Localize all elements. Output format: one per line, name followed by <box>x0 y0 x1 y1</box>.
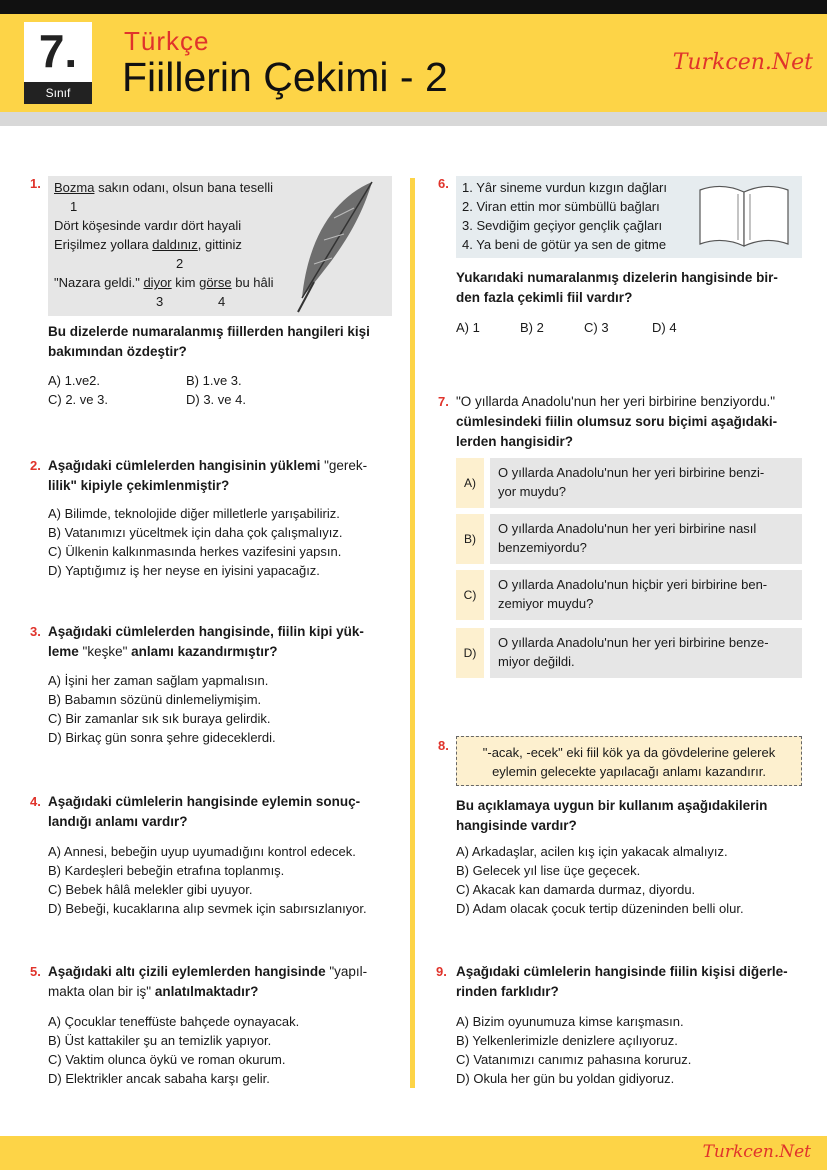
q8-option-d[interactable]: D) Adam olacak çocuk tertip düzeninden belli olur. <box>456 901 744 916</box>
q8-stem: Bu açıklamaya uygun bir kullanım aşağıdakilerin hangisinde vardır? <box>456 798 768 833</box>
q3-options <box>48 671 276 747</box>
q5-option-b[interactable]: B) Üst kattakiler şu an temizlik yapıyor. <box>48 1033 272 1048</box>
q5-stem: Aşağıdaki altı çizili eylemlerden hangisinde "yapıl- makta olan bir iş" anlatılmaktadır? <box>48 964 368 999</box>
q4-options <box>48 842 367 918</box>
q1-poem-box <box>48 176 392 316</box>
q4-option-c[interactable]: C) Bebek hâlâ melekler gibi uyuyor. <box>48 882 253 897</box>
option-key: A) <box>456 458 484 508</box>
header-grey-strip <box>0 112 827 126</box>
q2-option-c[interactable]: C) Ülkenin kalkınmasında herkes vazifesini yapsın. <box>48 544 342 559</box>
subject-title: Türkçe <box>124 26 210 56</box>
q9-option-b[interactable]: B) Yelkenlerimizle denizlere açılıyoruz. <box>456 1033 678 1048</box>
top-black-bar <box>0 0 827 14</box>
poem-line: Erişilmez yollara daldınız, gittiniz <box>54 237 242 252</box>
poem-line: 3. Sevdiğim geçiyor gençlik çağları <box>462 218 663 233</box>
q6-stem: Yukarıdaki numaralanmış dizelerin hangisinde bir- den fazla çekimli fiil vardır? <box>456 270 778 305</box>
question-number: 4. <box>30 794 41 809</box>
poem-marker: 4 <box>218 294 226 309</box>
q1-option-b[interactable]: B) 1.ve 3. <box>186 373 242 388</box>
q7-stem: "O yıllarda Anadolu'nun her yeri birbirine benziyordu." cümlesindeki fiilin olumsuz soru biçimi aşağıdaki- lerden hangisidir? <box>456 394 778 449</box>
question-number: 9. <box>436 964 447 979</box>
q9-options <box>456 1012 691 1088</box>
q8-option-b[interactable]: B) Gelecek yıl lise üçe geçecek. <box>456 863 641 878</box>
grade-label: Sınıf <box>24 82 92 104</box>
q1-option-a[interactable]: A) 1.ve2. <box>48 373 101 388</box>
grade-badge <box>24 22 92 104</box>
page-footer <box>0 1136 827 1170</box>
q1-option-d[interactable]: D) 3. ve 4. <box>186 392 246 407</box>
footer-brand-logo: Turkcen.Net <box>702 1142 811 1162</box>
q6-option-b[interactable]: B) 2 <box>520 320 544 335</box>
q8-info-box: "-acak, -ecek" eki fiil kök ya da gövdelerine gelerek eylemin gelecekte yapılacağı anlamı kazandırır. <box>456 736 802 786</box>
q8-option-c[interactable]: C) Akacak kan damarda durmaz, diyordu. <box>456 882 696 897</box>
q1-option-c[interactable]: C) 2. ve 3. <box>48 392 108 407</box>
q8-option-a[interactable]: A) Arkadaşlar, acilen kış için yakacak almalıyız. <box>456 844 728 859</box>
column-divider <box>410 178 415 1088</box>
q6-option-a[interactable]: A) 1 <box>456 320 480 335</box>
brand-name: Turkcen <box>672 50 765 75</box>
q9-option-d[interactable]: D) Okula her gün bu yoldan gidiyoruz. <box>456 1071 675 1086</box>
q6-poem-box <box>456 176 802 258</box>
poem-line: Bozma sakın odanı, olsun bana teselli <box>54 180 273 195</box>
q3-option-d[interactable]: D) Birkaç gün sonra şehre gideceklerdi. <box>48 730 276 745</box>
page-title: Fiillerin Çekimi - 2 <box>122 54 448 100</box>
q3-option-a[interactable]: A) İşini her zaman sağlam yapmalısın. <box>48 673 269 688</box>
q2-option-a[interactable]: A) Bilimde, teknolojide diğer milletlerle yarışabiliriz. <box>48 506 340 521</box>
q4-option-b[interactable]: B) Kardeşleri bebeğin etrafına toplanmış. <box>48 863 285 878</box>
poem-line: 2. Viran ettin mor sümbüllü bağları <box>462 199 660 214</box>
q2-stem: Aşağıdaki cümlelerden hangisinin yüklemi "gerek- lilik" kipiyle çekimlenmiştir? <box>48 458 368 493</box>
question-number: 7. <box>438 394 449 409</box>
q2-option-d[interactable]: D) Yaptığımız iş her neyse en iyisini yapacağız. <box>48 563 320 578</box>
brand-suffix: .Net <box>764 50 813 75</box>
option-text: O yıllarda Anadolu'nun her yeri birbirine benzi- yor muydu? <box>490 458 802 508</box>
poem-line: 4. Ya beni de götür ya sen de gitme <box>462 237 667 252</box>
poem-marker: 2 <box>176 256 184 271</box>
option-text: O yıllarda Anadolu'nun her yeri birbirine nasıl benzemiyordu? <box>490 514 802 564</box>
q6-option-d[interactable]: D) 4 <box>652 320 677 335</box>
q3-stem: Aşağıdaki cümlelerden hangisinde, fiilin kipi yük- leme "keşke" anlamı kazandırmıştır? <box>48 624 364 659</box>
q9-option-c[interactable]: C) Vatanımızı canımız pahasına koruruz. <box>456 1052 692 1067</box>
book-icon <box>696 180 792 252</box>
q4-option-a[interactable]: A) Annesi, bebeğin uyup uyumadığını kontrol edecek. <box>48 844 356 859</box>
feather-icon <box>294 178 378 314</box>
poem-marker: 1 <box>70 199 78 214</box>
question-number: 2. <box>30 458 41 473</box>
poem-marker: 3 <box>156 294 164 309</box>
poem-line: 1. Yâr sineme vurdun kızgın dağları <box>462 180 667 195</box>
q3-option-c[interactable]: C) Bir zamanlar sık sık buraya gelirdik. <box>48 711 271 726</box>
q4-option-d[interactable]: D) Bebeği, kucaklarına alıp sevmek için sabırsızlanıyor. <box>48 901 367 916</box>
question-number: 1. <box>30 176 41 191</box>
question-number: 3. <box>30 624 41 639</box>
q5-option-a[interactable]: A) Çocuklar teneffüste bahçede oynayacak. <box>48 1014 300 1029</box>
q1-stem: Bu dizelerde numaralanmış fiillerden hangileri kişi bakımından özdeştir? <box>48 324 370 359</box>
question-number: 8. <box>438 738 449 753</box>
q5-option-d[interactable]: D) Elektrikler ancak sabaha karşı gelir. <box>48 1071 270 1086</box>
q5-options <box>48 1012 299 1088</box>
question-number: 6. <box>438 176 449 191</box>
option-key: C) <box>456 570 484 620</box>
q2-options <box>48 504 343 580</box>
q8-options <box>456 842 744 918</box>
q4-stem: Aşağıdaki cümlelerin hangisinde eylemin sonuç- landığı anlamı vardır? <box>48 794 361 829</box>
option-text: O yıllarda Anadolu'nun her yeri birbirine benze- miyor değildi. <box>490 628 802 678</box>
grade-number: 7. <box>38 25 78 77</box>
q2-option-b[interactable]: B) Vatanımızı yüceltmek için daha çok çalışmalıyız. <box>48 525 343 540</box>
q5-option-c[interactable]: C) Vaktim olunca öykü ve roman okurum. <box>48 1052 286 1067</box>
q9-stem: Aşağıdaki cümlelerin hangisinde fiilin kişisi diğerle- rinden farklıdır? <box>456 964 788 999</box>
option-text: O yıllarda Anadolu'nun hiçbir yeri birbirine ben- zemiyor muydu? <box>490 570 802 620</box>
poem-line: Dört köşesinde vardır dört hayali <box>54 218 242 233</box>
poem-line: "Nazara geldi." diyor kim görse bu hâli <box>54 275 274 290</box>
option-key: D) <box>456 628 484 678</box>
brand-logo <box>673 50 813 75</box>
q9-option-a[interactable]: A) Bizim oyunumuza kimse karışmasın. <box>456 1014 684 1029</box>
question-number: 5. <box>30 964 41 979</box>
q6-option-c[interactable]: C) 3 <box>584 320 609 335</box>
option-key: B) <box>456 514 484 564</box>
q3-option-b[interactable]: B) Babamın sözünü dinlemeliymişim. <box>48 692 262 707</box>
